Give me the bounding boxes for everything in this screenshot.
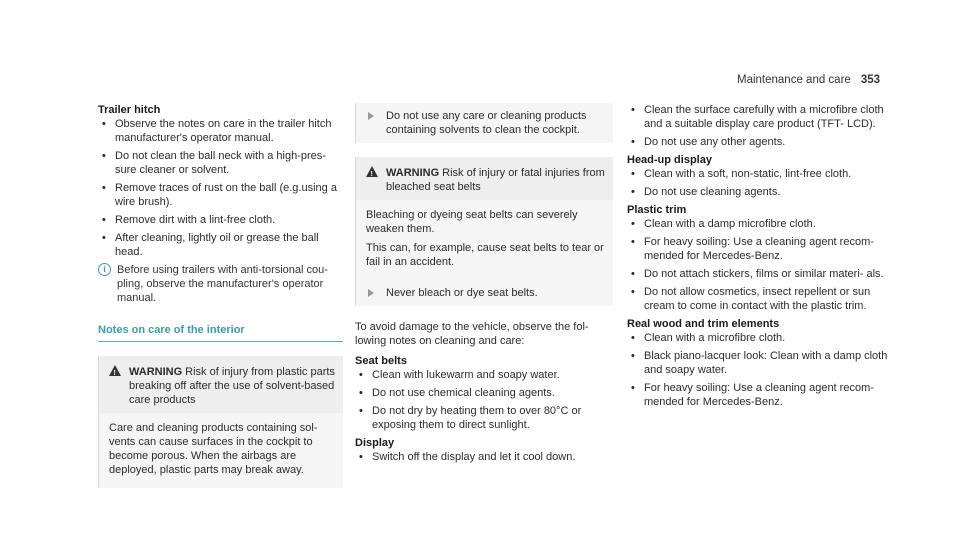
info-note (98, 263, 343, 305)
warning-triangle-icon (109, 365, 121, 376)
heading-real-wood: Real wood and trim elements (627, 318, 780, 330)
heading-plastic-trim: Plastic trim (627, 204, 687, 216)
intro-text: To avoid damage to the vehicle, observe the fol- lowing notes on cleaning and care: (355, 321, 589, 347)
tip-box-cockpit (355, 103, 613, 143)
warning-title: Risk of injury or fatal injuries from bleached seat belts (386, 167, 605, 193)
hud-list (627, 167, 895, 199)
column-1 (98, 103, 343, 488)
seat-belts-list (355, 368, 613, 432)
tip-item (356, 280, 613, 306)
list-item: • Do not attach stickers, films or similar materi- als. (627, 267, 895, 281)
warning-body (99, 413, 343, 488)
plastic-trim-list (627, 217, 895, 313)
heading-seat-belts: Seat belts (355, 355, 407, 367)
list-item: • Do not clean the ball neck with a high-pres- sure cleaner or solvent. (98, 149, 343, 177)
list-item: • Remove traces of rust on the ball (e.g.using a wire brush). (98, 181, 343, 209)
list-item: • Do not dry by heating them to over 80°C or exposing them to direct sunlight. (355, 404, 613, 432)
real-wood-list (627, 331, 895, 409)
page-number: 353 (860, 74, 880, 86)
page-header (737, 74, 880, 86)
list-item: • Black piano-lacquer look: Clean with a damp cloth and soapy water. (627, 349, 895, 377)
header-section-title: Maintenance and care (737, 74, 851, 86)
display-list-continued (627, 103, 895, 149)
warning-text: Care and cleaning products containing sol- vents can cause surfaces in the cockpit to become porous. When the airbags are deployed, plastic parts may break away. (109, 422, 318, 476)
list-item: • Clean with a microfibre cloth. (627, 331, 895, 345)
tip-item (356, 103, 613, 143)
section-title-interior: Notes on care of the interior (98, 323, 343, 342)
warning-header (99, 356, 343, 413)
warning-box-plastic (98, 356, 343, 488)
list-item: • Clean with a damp microfibre cloth. (627, 217, 895, 231)
heading-display: Display (355, 437, 395, 449)
warning-box-seat-belts (355, 157, 613, 306)
warning-header (356, 157, 613, 200)
list-item: • Observe the notes on care in the trailer hitch manufacturer's operator manual. (98, 117, 343, 145)
warning-label: WARNING (129, 366, 183, 378)
trailer-hitch-list (98, 117, 343, 259)
tip-text: Never bleach or dye seat belts. (386, 287, 538, 299)
warning-label: WARNING (386, 167, 440, 179)
list-item: • After cleaning, lightly oil or grease the ball head. (98, 231, 343, 259)
list-item: • Do not allow cosmetics, insect repellent or sun cream to come in contact with the plastic trim. (627, 285, 895, 313)
arrow-right-icon (368, 289, 374, 297)
warning-text: Bleaching or dyeing seat belts can severely weaken them. (366, 209, 578, 235)
arrow-right-icon (368, 112, 374, 120)
heading-trailer-hitch: Trailer hitch (98, 104, 161, 116)
list-item: • Clean the surface carefully with a microfibre cloth and a suitable display care product (TFT- LCD). (627, 103, 895, 131)
warning-triangle-icon (366, 166, 378, 177)
list-item: • Switch off the display and let it cool down. (355, 450, 613, 464)
column-2 (355, 103, 613, 468)
warning-title: Risk of injury from plastic parts breaking off after the use of solvent-based care products (129, 366, 335, 406)
heading-head-up-display: Head-up display (627, 154, 712, 166)
tip-text: Do not use any care or cleaning products containing solvents to clean the cockpit. (386, 110, 587, 136)
list-item: • Remove dirt with a lint-free cloth. (98, 213, 343, 227)
info-note-text: Before using trailers with anti-torsional cou- pling, observe the manufacturer's operator manual. (117, 264, 328, 304)
warning-text: This can, for example, cause seat belts to tear or fail in an accident. (366, 242, 604, 268)
list-item: • Do not use any other agents. (627, 135, 895, 149)
column-3 (627, 103, 895, 413)
list-item: • For heavy soiling: Use a cleaning agent recom- mended for Mercedes-Benz. (627, 235, 895, 263)
list-item: • Do not use cleaning agents. (627, 185, 895, 199)
list-item: • Do not use chemical cleaning agents. (355, 386, 613, 400)
display-list (355, 450, 613, 464)
list-item: • Clean with a soft, non-static, lint-free cloth. (627, 167, 895, 181)
list-item: • For heavy soiling: Use a cleaning agent recom- mended for Mercedes-Benz. (627, 381, 895, 409)
list-item: • Clean with lukewarm and soapy water. (355, 368, 613, 382)
info-icon: i (98, 263, 111, 276)
warning-body (356, 200, 613, 280)
